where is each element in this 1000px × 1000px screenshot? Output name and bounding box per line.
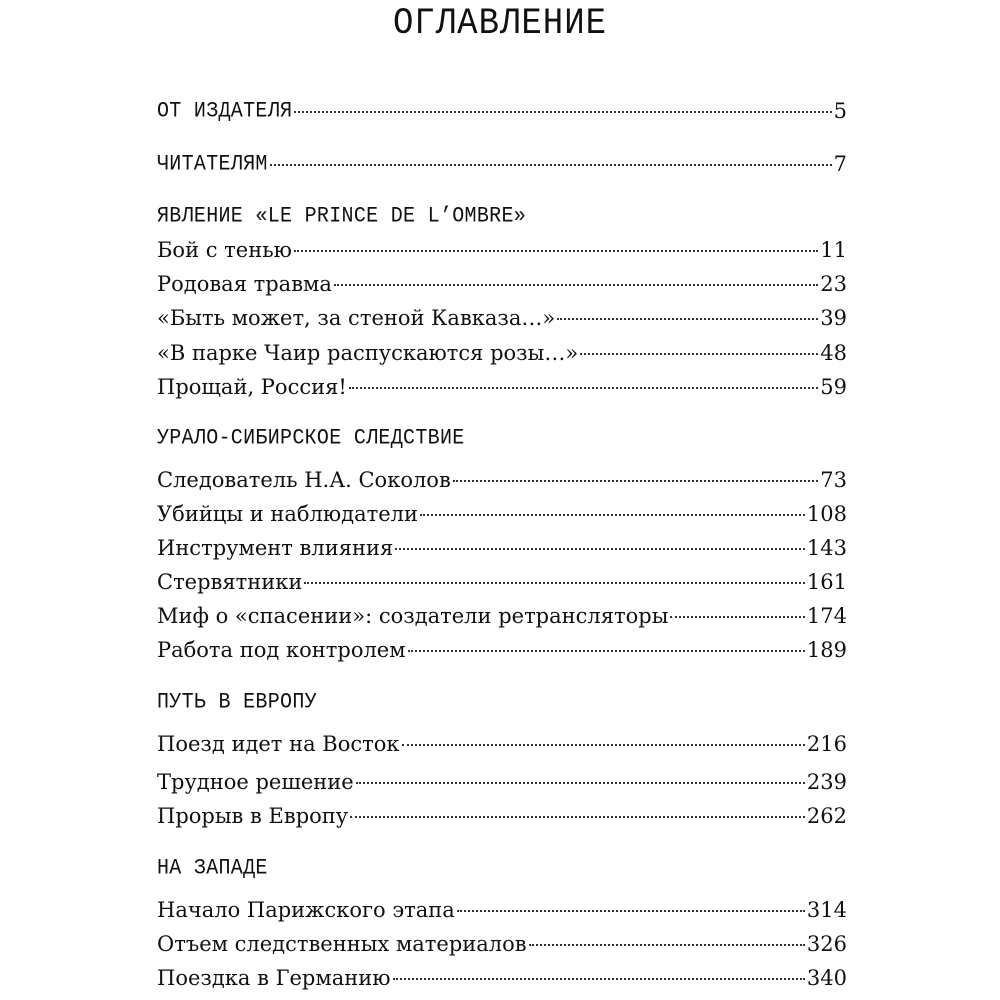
toc-entry[interactable] (157, 635, 847, 665)
toc-entry-label: Стервятники (157, 570, 303, 594)
toc-entry[interactable] (157, 801, 847, 831)
toc-entry[interactable] (157, 963, 847, 993)
dot-leader (402, 744, 805, 746)
dot-leader (356, 782, 805, 784)
toc-entry-page: 7 (833, 152, 847, 176)
dot-leader (350, 816, 805, 818)
dot-leader (557, 318, 818, 320)
toc-entry-label: Поезд идет на Восток (157, 732, 400, 756)
toc-entry-label: Инструмент влияния (157, 536, 394, 560)
toc-entry-label: Поездка в Германию (157, 966, 391, 990)
section-heading: УРАЛО-СИБИРСКОЕ СЛЕДСТВИЕ (157, 425, 465, 452)
toc-entry-page: 108 (806, 502, 847, 526)
toc-entry-page: 143 (806, 536, 847, 560)
dot-leader (408, 650, 805, 652)
toc-entry[interactable] (157, 729, 847, 759)
dot-leader (395, 548, 805, 550)
toc-entry-label: Бой с тенью (157, 238, 292, 262)
toc-entry-label: Прощай, Россия! (157, 375, 347, 399)
dot-leader (457, 910, 805, 912)
toc-entry[interactable] (157, 465, 847, 495)
toc-entry-page: 216 (806, 732, 847, 756)
dot-leader (294, 250, 818, 252)
toc-entry[interactable] (157, 929, 847, 959)
dot-leader (294, 111, 831, 113)
toc-entry[interactable] (157, 533, 847, 563)
toc-entry-page: 161 (806, 570, 847, 594)
toc-entry-label: Отъем следственных материалов (157, 932, 527, 956)
toc-entry-page: 262 (806, 804, 847, 828)
toc-entry-page: 239 (806, 770, 847, 794)
toc-entry[interactable] (157, 567, 847, 597)
toc-entry[interactable] (157, 601, 847, 631)
toc-entry-label: Трудное решение (157, 770, 354, 794)
toc-entry-page: 59 (820, 375, 847, 399)
toc-entry-page: 11 (820, 238, 847, 262)
toc-entry-page: 174 (806, 604, 847, 628)
toc-entry-page: 189 (806, 638, 847, 662)
toc-entry-label: Начало Парижского этапа (157, 898, 455, 922)
toc-entry[interactable] (157, 499, 847, 529)
toc-entry-label: ОТ ИЗДАТЕЛЯ (157, 98, 293, 125)
toc-entry-page: 5 (833, 99, 847, 123)
toc-entry-label: Убийцы и наблюдатели (157, 502, 418, 526)
dot-leader (453, 480, 818, 482)
toc-entry-label: ЧИТАТЕЛЯМ (157, 151, 268, 178)
toc-entry-to-readers[interactable] (157, 149, 847, 179)
toc-entry[interactable] (157, 269, 847, 299)
section-heading: НА ЗАПАДЕ (157, 855, 268, 882)
toc-entry-label: «Быть может, за стеной Кавказа…» (157, 306, 556, 330)
toc-entry-page: 314 (806, 898, 847, 922)
toc-entry[interactable] (157, 895, 847, 925)
toc-entry[interactable] (157, 372, 847, 402)
toc-entry[interactable] (157, 303, 847, 333)
toc-entry-label: «В парке Чаир распускаются розы…» (157, 341, 579, 365)
dot-leader (270, 164, 832, 166)
toc-entry[interactable] (157, 235, 847, 265)
dot-leader (529, 944, 805, 946)
toc-entry-page: 39 (820, 306, 847, 330)
toc-entry-label: Работа под контролем (157, 638, 406, 662)
toc-entry[interactable] (157, 338, 847, 368)
dot-leader (304, 582, 805, 584)
toc-entry-page: 326 (806, 932, 847, 956)
toc-entry-label: Родовая травма (157, 272, 332, 296)
toc-entry-page: 73 (820, 468, 847, 492)
section-heading: ПУТЬ В ЕВРОПУ (157, 689, 317, 716)
toc-entry-page: 23 (820, 272, 847, 296)
toc-entry-page: 340 (806, 966, 847, 990)
page-title: ОГЛАВЛЕНИЕ (392, 3, 608, 45)
dot-leader (670, 616, 804, 618)
dot-leader (349, 387, 818, 389)
toc-entry-label: Следователь Н.А. Соколов (157, 468, 451, 492)
toc-entry[interactable] (157, 767, 847, 797)
dot-leader (420, 514, 805, 516)
toc-entry-label: Прорыв в Европу (157, 804, 349, 828)
toc-entry-from-publisher[interactable] (157, 96, 847, 126)
dot-leader (580, 353, 818, 355)
section-heading: ЯВЛЕНИЕ «LE PRINCE DE L’OMBRE» (157, 203, 527, 230)
dot-leader (334, 284, 818, 286)
toc-entry-label: Миф о «спасении»: создатели ретрансляторы (157, 604, 669, 628)
dot-leader (393, 978, 805, 980)
toc-entry-page: 48 (820, 341, 847, 365)
